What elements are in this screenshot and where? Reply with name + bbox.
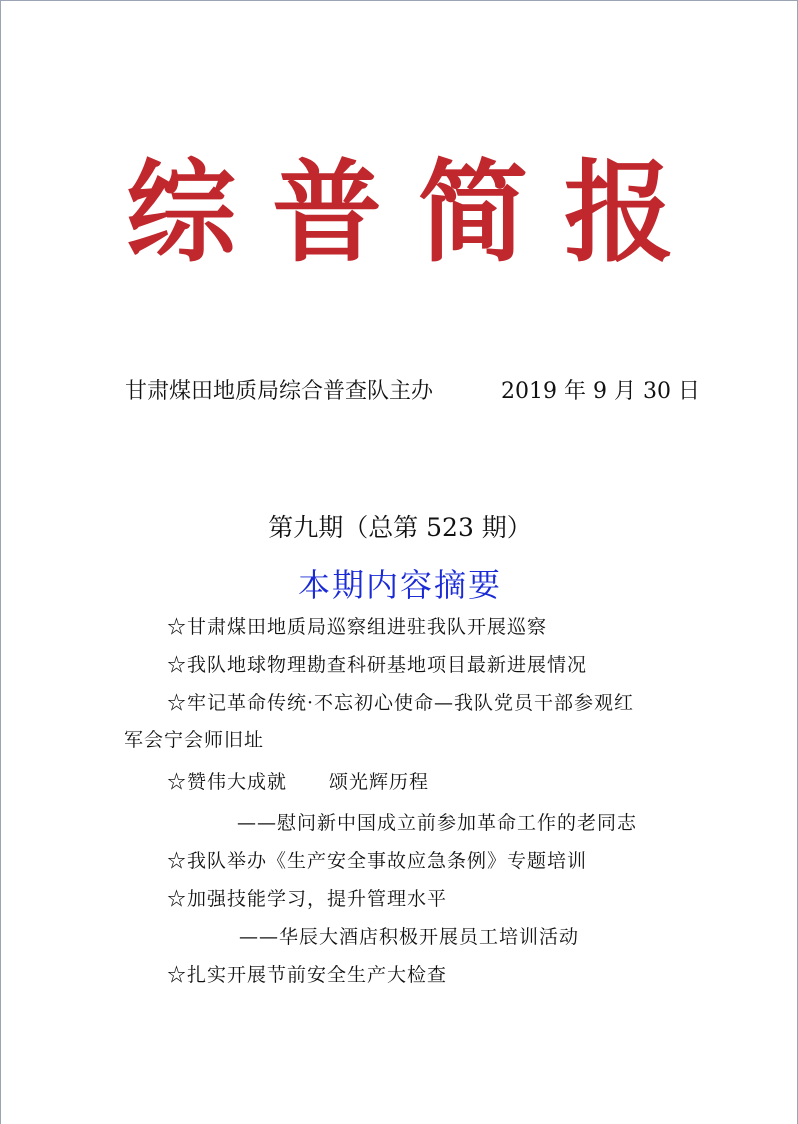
toc-item-5: ☆我队举办《生产安全事故应急条例》专题培训: [167, 850, 588, 872]
toc-item-3-continued: 军会宁会师旧址: [124, 729, 265, 751]
toc-item-4-part-1: ☆赞伟大成就: [167, 771, 288, 793]
publication-date: 2019 年 9 月 30 日: [501, 379, 700, 404]
toc-item-4: [167, 768, 429, 796]
toc-item-7: ☆扎实开展节前安全生产大检查: [167, 964, 448, 986]
toc-item-2: ☆我队地球物理勘查科研基地项目最新进展情况: [167, 654, 588, 676]
toc-item-1: ☆甘肃煤田地质局巡察组进驻我队开展巡察: [167, 616, 548, 638]
publisher-line: [125, 375, 725, 409]
organizer-text: 甘肃煤田地质局综合普查队主办: [125, 379, 434, 404]
toc-item-4-part-2: 颂光辉历程: [329, 771, 430, 793]
masthead-title: 综普简报: [126, 148, 710, 277]
issue-number: 第九期（总第 523 期）: [268, 513, 532, 542]
toc-item-6-subtitle: ——华辰大酒店积极开展员工培训活动: [239, 926, 580, 948]
toc-item-3: ☆牢记革命传统·不忘初心使命—我队党员干部参观红: [167, 692, 635, 714]
summary-heading: 本期内容摘要: [297, 566, 502, 604]
toc-item-6: ☆加强技能学习，提升管理水平: [167, 888, 448, 910]
toc-item-4-subtitle: ——慰问新中国成立前参加革命工作的老同志: [237, 812, 638, 834]
